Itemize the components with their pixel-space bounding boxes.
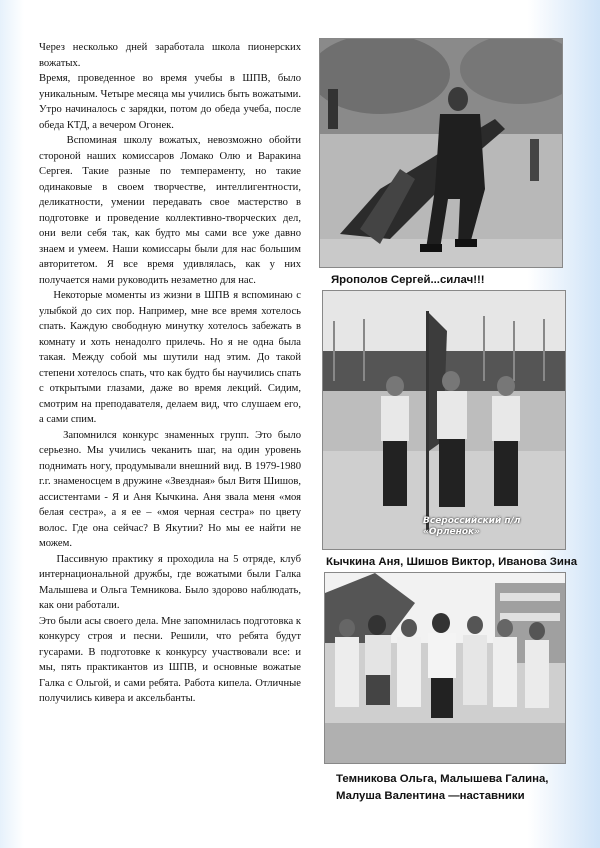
- paragraph-2: Время, проведенное во время учебы в ШПВ, было уникальным. Четыре месяца мы учились быть вожатыми. Утро начиналось с зарядки, потом до обеда учеба, после обеда КТД, а вечером Огонек.: [39, 73, 301, 131]
- photo-banner-text: Всероссийский п/л «Орленок»: [423, 516, 521, 537]
- article-text: [39, 40, 301, 707]
- caption-line-2: Малуша Валентина —наставники: [336, 790, 525, 802]
- photo-counselors: [324, 572, 566, 764]
- photo-flag-group-caption: Кычкина Аня, Шишов Виктор, Иванова Зина: [326, 556, 578, 568]
- photo-flag-group: [322, 290, 566, 550]
- photo-strongman-caption: Ярополов Сергей...силач!!!: [331, 274, 485, 286]
- paragraph-6: Пассивную практику я проходила на 5 отряде, клуб интернациональной дружбы, где вожатыми были Галка Малышева и Ольга Темникова. Было здорово наблюдать, как они работали.: [39, 553, 301, 611]
- photo-counselors-caption: [336, 771, 548, 805]
- paragraph-3: Вспоминая школу вожатых, невозможно обойти стороной наших комиссаров Ломако Олю и Варакина Сергея. Такие разные по темпераменту, но такие одинаковые в своем творчестве, интеллигентности, деликатности, умении передавать свое мастерство в подготовке и проведение коллективно-творческих дел, они вели себя так, как будто мы сами все уже давно знаем и умеем. Наши комиссары были для нас большим авторитетом. Я все время удивлялась, как у них получается нами руководить незаметно для нас.: [39, 135, 301, 286]
- paragraph-7: Это были асы своего дела. Мне запомнилась подготовка к конкурсу строя и песни. Решили, что ребята будут гусарами. В подготовке к конкурсу участвовали все: и мы, пять практикантов из ШПВ, и основные вожатые Галка с Ольгой, и сами ребята. Работа кипела. Отличные получились кивера и аксельбанты.: [39, 615, 301, 704]
- paragraph-1: Через несколько дней заработала школа пионерских вожатых.: [39, 42, 301, 69]
- caption-line-1: Темникова Ольга, Малышева Галина,: [336, 773, 549, 785]
- photo-strongman: [319, 38, 563, 268]
- paragraph-4: Некоторые моменты из жизни в ШПВ я вспоминаю с улыбкой до сих пор. Например, мне все время хотелось спать. Каждую свободную минутку хотелось забежать в комнату и хоть ненадолго прилечь. Но я не одна была такая. Между собой мы шутили над этим. До такой степени хотелось спать, что как будто бы научились спать с открытыми глазами, даже во время лекций. Сидим, смотрим на преподавателя, делаем вид, что слушаем его, а сами спим.: [39, 290, 301, 425]
- paragraph-5: Запомнился конкурс знаменных групп. Это было серьезно. Мы учились чеканить шаг, на один уровень поднимать ногу, продумывали внешний вид. В 1979-1980 г.г. знаменосцем в дружине «Звездная» был Витя Шишов, ассистентами - Я и Аня Кычкина. Аня звала меня «моя белая сестра», а я ее – «моя черная сестра» по цвету волос. Где она сейчас? В Якутии? Но мы ее найти не можем.: [39, 429, 301, 549]
